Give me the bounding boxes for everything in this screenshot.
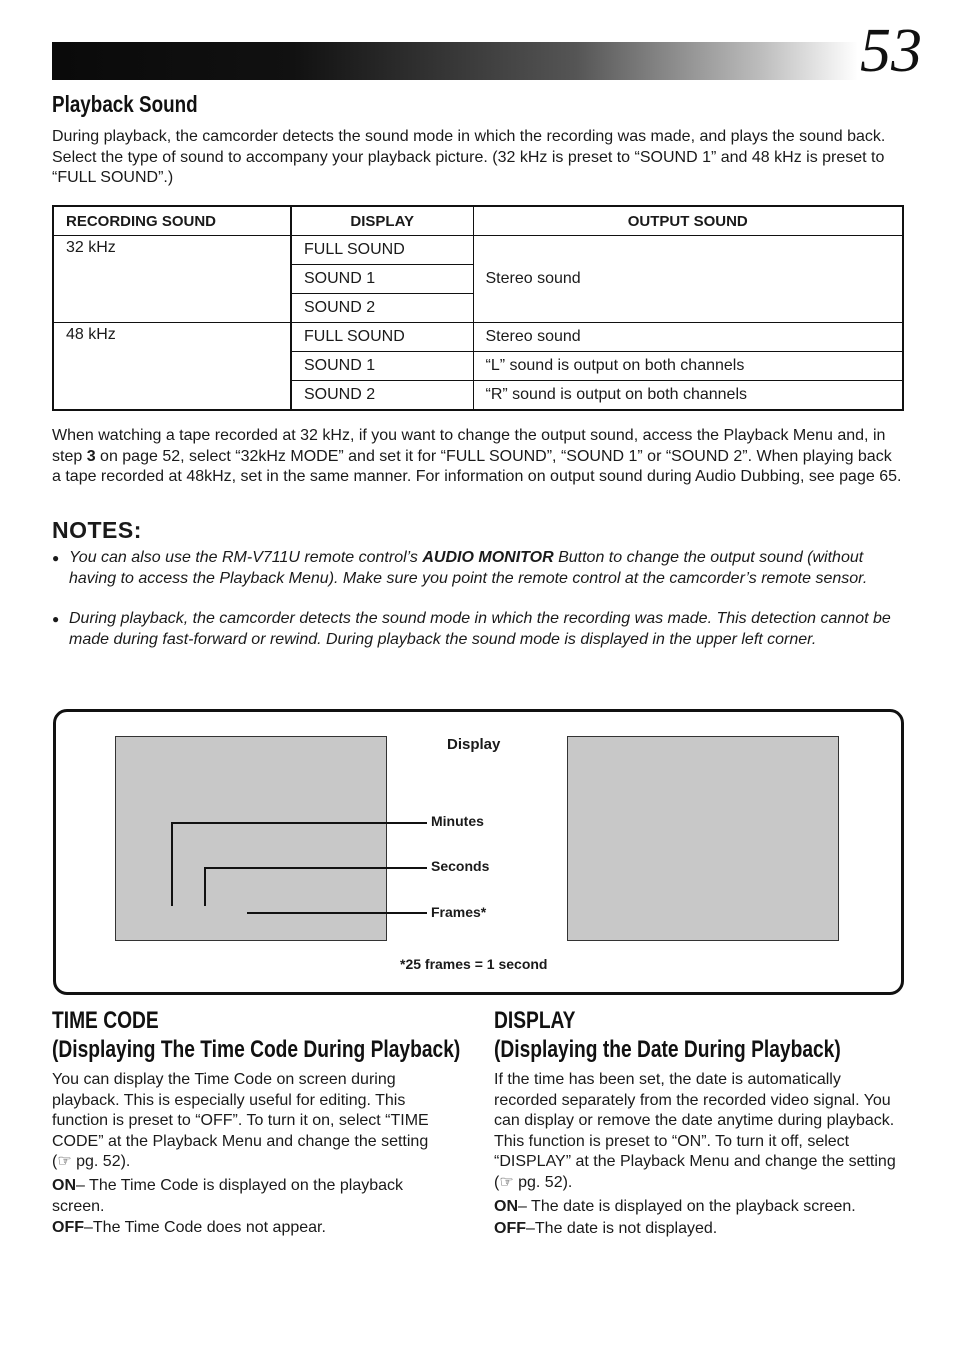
playback-sound-heading: Playback Sound xyxy=(52,91,198,117)
screen-left-illustration xyxy=(115,736,387,941)
cell-rec-32khz: 32 kHz xyxy=(53,236,291,323)
instructions-part2: on page 52, select “32kHz MODE” and set it for “FULL SOUND”, “SOUND 1” or “SOUND 2”. When playing back a tape recorded at 48kHz, set in the same manner. For information on output sound during Audio Dubbing, see page 65. xyxy=(52,447,902,485)
bullet-icon: ● xyxy=(52,551,60,565)
cell-display: SOUND 2 xyxy=(291,294,473,323)
off-description: –The date is not displayed. xyxy=(526,1220,718,1237)
cell-display: SOUND 2 xyxy=(291,381,473,411)
cell-output: “R” sound is output on both channels xyxy=(473,381,903,411)
cell-output: “L” sound is output on both channels xyxy=(473,352,903,381)
display-section-body xyxy=(494,1070,904,1194)
output-sound-instructions xyxy=(52,426,904,488)
playback-sound-intro: During playback, the camcorder detects the sound mode in which the recording was made, and plays the sound back. Select the type of sound to accompany your playback picture. (32 kHz is preset to “SOUND 1” and 48 kHz is preset to “FULL SOUND”.) xyxy=(52,128,886,186)
time-code-body xyxy=(52,1070,450,1173)
on-key: ON xyxy=(494,1198,518,1215)
seconds-label: Seconds xyxy=(431,858,490,874)
on-description: – The date is displayed on the playback screen. xyxy=(518,1198,856,1215)
time-code-title: TIME CODE xyxy=(52,1007,159,1034)
reference-hand-icon: ☞ xyxy=(57,1153,72,1171)
notes-title: NOTES: xyxy=(52,517,142,543)
on-key: ON xyxy=(52,1177,76,1194)
frames-leader-line xyxy=(247,912,427,914)
instructions-part1: When watching a tape recorded at 32 kHz, if you want to change the output sound, access the Playback Menu and, in step xyxy=(52,427,886,465)
screen-right-illustration xyxy=(567,736,839,941)
header-gradient-bar xyxy=(52,42,858,80)
display-page-ref: pg. 52). xyxy=(513,1173,573,1191)
minutes-leader-drop xyxy=(171,822,173,906)
header-display: DISPLAY xyxy=(291,206,473,236)
note1-text-a: You can also use the RM-V711U remote control’s xyxy=(69,549,423,566)
page-number: 53 xyxy=(860,17,922,85)
table-row xyxy=(53,236,903,265)
note-item xyxy=(52,609,904,671)
note-text: During playback, the camcorder detects the sound mode in which the recording was made. This detection cannot be made during fast-forward or rewind. During playback the sound mode is displayed in the upper left corner. xyxy=(69,610,891,648)
frames-label: Frames* xyxy=(431,904,487,920)
minutes-label: Minutes xyxy=(431,813,484,829)
off-key: OFF xyxy=(52,1219,84,1236)
cell-display: SOUND 1 xyxy=(291,265,473,294)
seconds-leader-line xyxy=(204,867,427,869)
cell-display: FULL SOUND xyxy=(291,323,473,352)
cell-display: SOUND 1 xyxy=(291,352,473,381)
cell-rec-48khz: 48 kHz xyxy=(53,323,291,411)
table-row xyxy=(53,323,903,352)
reference-hand-icon: ☞ xyxy=(499,1173,514,1191)
time-code-subtitle: (Displaying The Time Code During Playback) xyxy=(52,1036,461,1063)
audio-monitor-label: AUDIO MONITOR xyxy=(422,549,554,566)
time-code-off-option xyxy=(52,1218,450,1239)
bullet-icon: ● xyxy=(52,612,60,626)
minutes-leader-line xyxy=(171,822,427,824)
seconds-leader-drop xyxy=(204,867,206,906)
display-on-option xyxy=(494,1197,904,1218)
display-section-title: DISPLAY xyxy=(494,1007,576,1034)
step-number: 3 xyxy=(86,447,96,465)
display-section-subtitle: (Displaying the Date During Playback) xyxy=(494,1036,841,1063)
display-body-text: If the time has been set, the date is automatically recorded separately from the recorded video signal. You can display or remove the date anytime during playback. This function is preset to “ON”. To turn it off, select “DISPLAY” at the Playback Menu and change the setting ( xyxy=(494,1071,896,1191)
note1-text-c: Button to change the output sound (without having to access the Playback Menu). Make sure you point the remote control at the camcorder’s remote sensor. xyxy=(69,549,868,587)
note-text xyxy=(69,548,904,589)
time-code-body-text: You can display the Time Code on screen during playback. This is especially useful for editing. This function is preset to “OFF”. To turn it on, select “TIME CODE” at the Playback Menu and change the setting ( xyxy=(52,1071,429,1171)
frames-footnote: *25 frames = 1 second xyxy=(400,956,548,972)
table-header-row xyxy=(53,206,903,236)
cell-display: FULL SOUND xyxy=(291,236,473,265)
cell-output: Stereo sound xyxy=(473,323,903,352)
time-code-page-ref: pg. 52). xyxy=(71,1153,131,1171)
header-output-sound: OUTPUT SOUND xyxy=(473,206,903,236)
display-off-option xyxy=(494,1219,904,1240)
on-description: – The Time Code is displayed on the playback screen. xyxy=(52,1177,404,1215)
cell-output-32khz: Stereo sound xyxy=(473,236,903,323)
display-label: Display xyxy=(447,736,501,753)
off-key: OFF xyxy=(494,1220,526,1237)
time-code-on-option xyxy=(52,1176,450,1217)
sound-mode-table xyxy=(52,205,904,411)
off-description: –The Time Code does not appear. xyxy=(84,1219,326,1236)
header-recording-sound: RECORDING SOUND xyxy=(53,206,291,236)
note-item xyxy=(52,548,904,610)
